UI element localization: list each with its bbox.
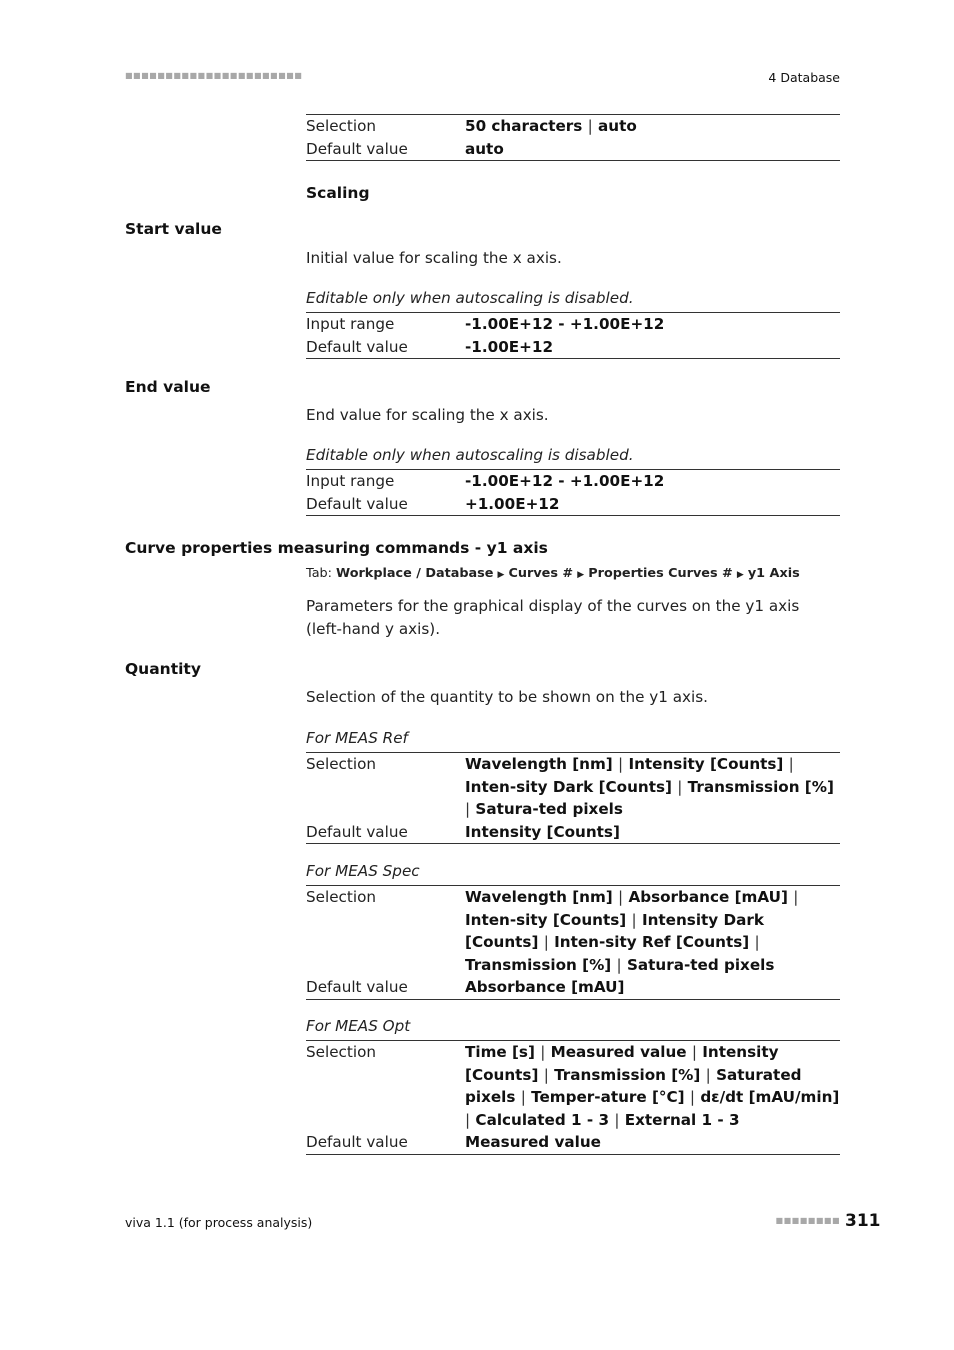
spec-key: Selection: [306, 117, 376, 135]
arrow-right-icon: ▶: [577, 570, 585, 580]
spec-value: -1.00E+12: [465, 337, 554, 356]
table-row: [306, 470, 840, 493]
end-value-description: End value for scaling the x axis.: [306, 406, 549, 424]
end-value-table: [306, 469, 840, 516]
spec-value: Wavelength [nm] | Absorbance [mAU] | Inten-sity [Counts] | Intensity Dark [Counts] | Inten-sity Ref [Counts] | Transmission [%] | Satura-ted pixels: [465, 888, 799, 974]
table-row: [306, 821, 840, 844]
spec-key: Default value: [306, 494, 408, 513]
start-value-description: Initial value for scaling the x axis.: [306, 249, 562, 267]
footer-product: viva 1.1 (for process analysis): [125, 1215, 313, 1230]
curve-properties-heading: Curve properties measuring commands - y1 axis: [125, 539, 548, 557]
table-row: [306, 886, 840, 977]
tab-path-item: y1 Axis: [747, 566, 800, 581]
start-value-note: Editable only when autoscaling is disabled.: [306, 289, 634, 307]
spec-value: +1.00E+12: [465, 494, 560, 513]
table-row: [306, 1131, 840, 1154]
spec-key: Default value: [306, 1133, 408, 1151]
spec-value: Absorbance [mAU]: [465, 978, 625, 996]
quantity-label: Quantity: [125, 660, 201, 678]
spec-value: Time [s] | Measured value | Intensity [Counts] | Transmission [%] | Saturated pixels | Temper-ature [°C] | dε/dt [mAU/min] | Calculated 1 - 3 | External 1 - 3: [465, 1043, 840, 1129]
table-row: [306, 753, 840, 821]
spec-value: Measured value: [465, 1133, 601, 1151]
top-spec-table: [306, 114, 840, 161]
spec-value: -1.00E+12 - +1.00E+12: [465, 472, 665, 490]
start-value-table: [306, 312, 840, 359]
spec-key: Default value: [306, 139, 408, 158]
meas-ref-table: [306, 752, 840, 844]
spec-value: Intensity [Counts]: [465, 822, 620, 841]
end-value-label: End value: [125, 378, 211, 396]
table-row: [306, 976, 840, 999]
spec-value: auto: [465, 139, 504, 158]
header-decoration: ■■■■■■■■■■■■■■■■■■■■■■: [125, 71, 303, 80]
curve-properties-description: Parameters for the graphical display of the curves on the y1 axis (left-hand y axis).: [306, 597, 800, 638]
meas-opt-title: For MEAS Opt: [306, 1017, 411, 1035]
meas-ref-title: For MEAS Ref: [306, 729, 408, 747]
header-chapter: 4 Database: [768, 70, 840, 85]
spec-key: Default value: [306, 337, 408, 356]
spec-key: Default value: [306, 822, 408, 841]
table-row: [306, 336, 840, 359]
table-row: [306, 493, 840, 516]
tab-path-item: Workplace / Database: [336, 566, 494, 581]
tab-path-item: Curves #: [508, 566, 574, 581]
meas-spec-title: For MEAS Spec: [306, 862, 420, 880]
meas-spec-table: [306, 885, 840, 1000]
scaling-heading: Scaling: [306, 184, 370, 202]
spec-value: -1.00E+12 - +1.00E+12: [465, 315, 665, 333]
quantity-description: Selection of the quantity to be shown on the y1 axis.: [306, 688, 709, 706]
footer-decoration: ■■■■■■■■: [775, 1216, 840, 1225]
spec-key: Selection: [306, 888, 376, 906]
spec-key: Selection: [306, 1043, 376, 1061]
meas-opt-table: [306, 1040, 840, 1155]
table-row: [306, 313, 840, 336]
tab-path-item: Properties Curves #: [588, 566, 733, 581]
spec-key: Selection: [306, 755, 376, 773]
tab-prefix: Tab:: [306, 566, 337, 581]
spec-key: Input range: [306, 315, 395, 333]
spec-value: Wavelength [nm] | Intensity [Counts] | Inten-sity Dark [Counts] | Transmission [%] | Satura-ted pixels: [465, 755, 834, 818]
table-row: [306, 1041, 840, 1132]
page-number: 311: [845, 1211, 881, 1231]
spec-key: Input range: [306, 472, 395, 490]
spec-key: Default value: [306, 978, 408, 996]
end-value-note: Editable only when autoscaling is disabled.: [306, 446, 634, 464]
spec-value: 50 characters | auto: [465, 117, 637, 135]
table-row: [306, 138, 840, 161]
tab-path: [306, 566, 840, 581]
table-row: [306, 115, 840, 138]
arrow-right-icon: ▶: [736, 570, 744, 580]
arrow-right-icon: ▶: [497, 570, 505, 580]
start-value-label: Start value: [125, 220, 222, 238]
